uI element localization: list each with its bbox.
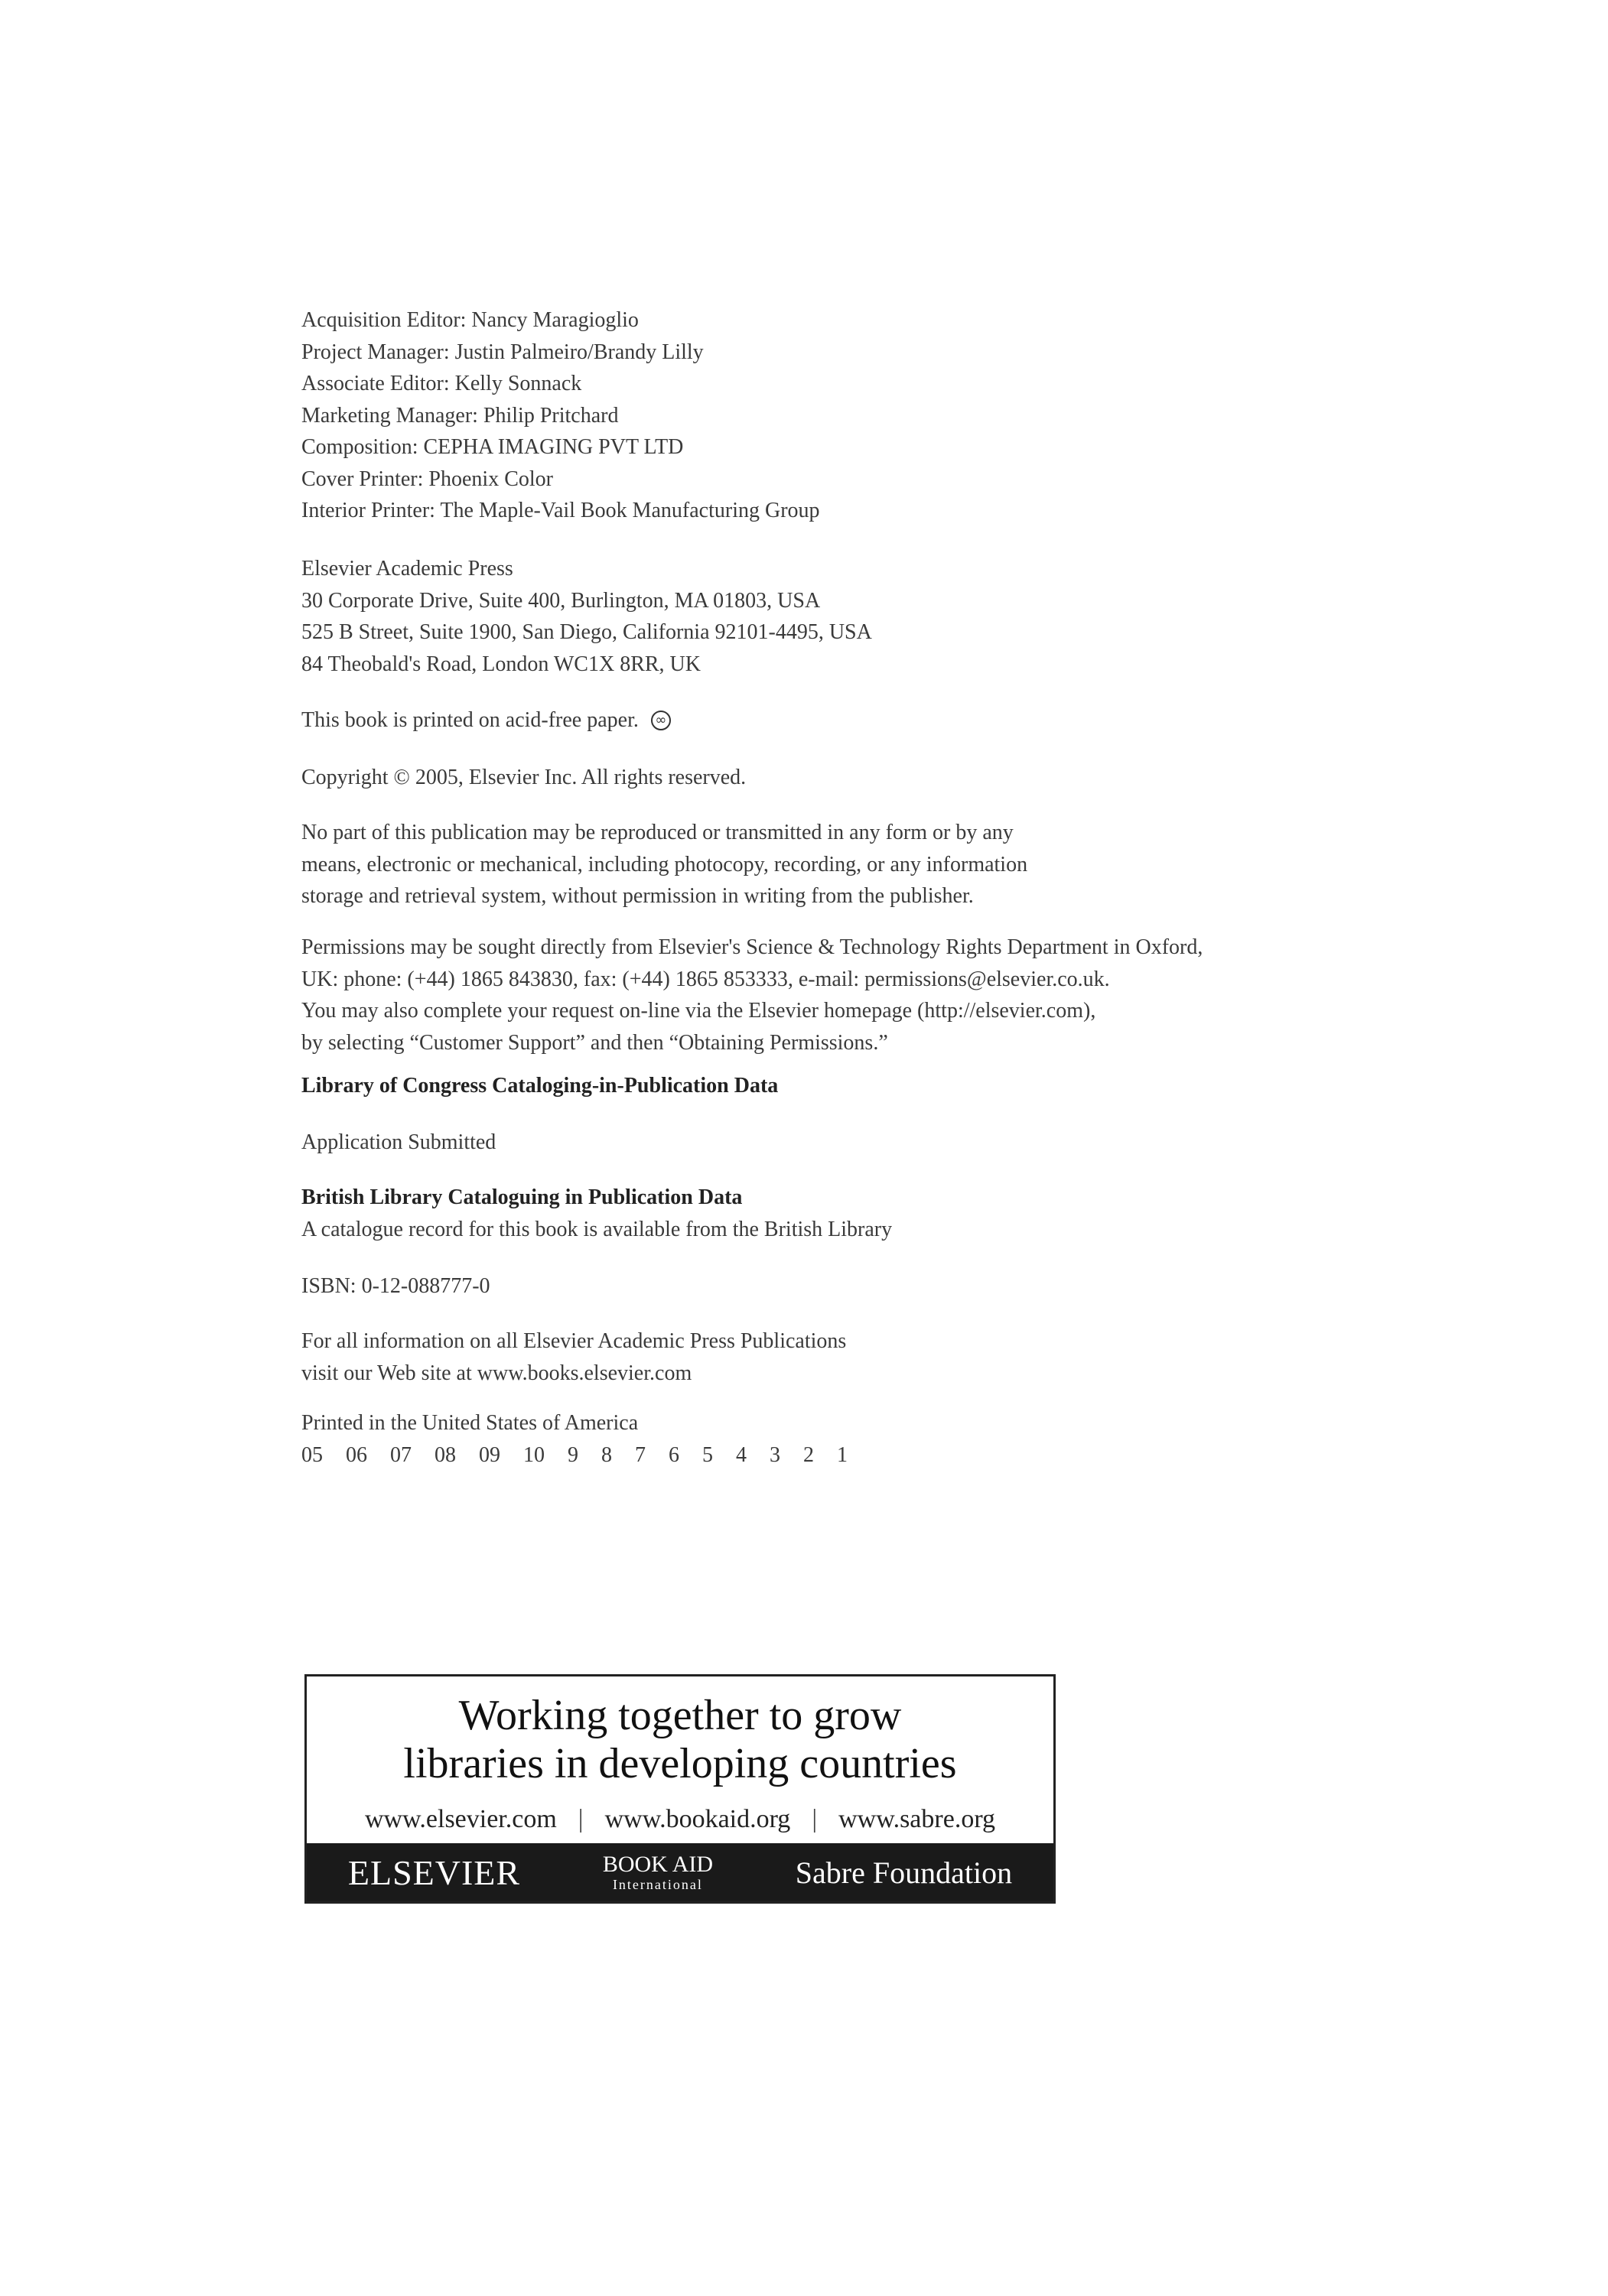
url-sabre[interactable]: www.sabre.org bbox=[838, 1805, 996, 1833]
print-number: 08 bbox=[435, 1442, 456, 1467]
slogan-line: Working together to grow bbox=[458, 1692, 902, 1739]
credit-line: Associate Editor: Kelly Sonnack bbox=[301, 372, 582, 395]
publisher-address-block bbox=[301, 553, 1357, 680]
permissions-line: by selecting “Customer Support” and then “Obtaining Permissions.” bbox=[301, 1030, 888, 1055]
print-number: 06 bbox=[346, 1442, 367, 1467]
address-line: 84 Theobald's Road, London WC1X 8RR, UK bbox=[301, 652, 701, 676]
credits-block bbox=[301, 304, 1357, 527]
notice-line: means, electronic or mechanical, including photocopy, recording, or any information bbox=[301, 852, 1028, 876]
reproduction-notice bbox=[301, 817, 1357, 912]
print-number: 8 bbox=[601, 1442, 612, 1467]
url-separator: | bbox=[812, 1805, 818, 1833]
publisher-name: Elsevier Academic Press bbox=[301, 557, 513, 581]
web-info-block bbox=[301, 1325, 1357, 1389]
acid-free-notice bbox=[301, 704, 1357, 737]
print-number: 9 bbox=[568, 1442, 578, 1467]
logo-bar bbox=[307, 1843, 1053, 1901]
slogan-line: libraries in developing countries bbox=[403, 1740, 957, 1787]
info-line: For all information on all Elsevier Academic Press Publications bbox=[301, 1329, 847, 1353]
permissions-line: UK: phone: (+44) 1865 843830, fax: (+44) 1865 853333, e-mail: permissions@elsevier.co.uk. bbox=[301, 967, 1110, 991]
print-number: 2 bbox=[803, 1442, 814, 1467]
copyright-line: Copyright © 2005, Elsevier Inc. All rights reserved. bbox=[301, 766, 747, 789]
credit-line: Cover Printer: Phoenix Color bbox=[301, 467, 553, 491]
print-number: 1 bbox=[837, 1442, 848, 1467]
bookaid-banner bbox=[304, 1674, 1056, 1904]
print-line-numbers bbox=[301, 1439, 1357, 1472]
bookaid-logo-sub: International bbox=[612, 1877, 703, 1892]
loc-heading: Library of Congress Cataloging-in-Publication Data bbox=[301, 1074, 779, 1098]
credit-line: Interior Printer: The Maple-Vail Book Manufacturing Group bbox=[301, 499, 820, 522]
bookaid-logo bbox=[603, 1853, 713, 1891]
credit-line: Composition: CEPHA IMAGING PVT LTD bbox=[301, 435, 684, 459]
print-number: 3 bbox=[770, 1442, 780, 1467]
permissions-line: Permissions may be sought directly from Elsevier's Science & Technology Rights Department in Oxford, bbox=[301, 935, 1203, 959]
banner-urls bbox=[307, 1805, 1053, 1834]
print-number: 6 bbox=[669, 1442, 679, 1467]
loc-status: Application Submitted bbox=[301, 1130, 496, 1154]
bookaid-logo-main: BOOK AID bbox=[602, 1852, 714, 1877]
credit-line: Project Manager: Justin Palmeiro/Brandy Lilly bbox=[301, 340, 704, 364]
url-separator: | bbox=[578, 1805, 584, 1833]
notice-line: storage and retrieval system, without permission in writing from the publisher. bbox=[301, 884, 974, 908]
printing-block bbox=[301, 1407, 1357, 1471]
british-library-block bbox=[301, 1182, 1357, 1245]
print-number: 4 bbox=[736, 1442, 747, 1467]
credit-line: Marketing Manager: Philip Pritchard bbox=[301, 403, 619, 428]
url-bookaid[interactable]: www.bookaid.org bbox=[604, 1805, 791, 1833]
print-number: 09 bbox=[479, 1442, 500, 1467]
elsevier-logo: ELSEVIER bbox=[347, 1852, 521, 1892]
acid-free-text: This book is printed on acid-free paper. bbox=[301, 708, 639, 732]
print-number: 10 bbox=[523, 1442, 545, 1467]
slogan bbox=[307, 1692, 1053, 1788]
printed-in: Printed in the United States of America bbox=[301, 1411, 639, 1435]
credit-line: Acquisition Editor: Nancy Maragioglio bbox=[301, 308, 639, 332]
print-number: 5 bbox=[702, 1442, 713, 1467]
bl-heading: British Library Cataloguing in Publication Data bbox=[301, 1185, 743, 1209]
sabre-foundation-logo: Sabre Foundation bbox=[795, 1855, 1013, 1890]
print-number: 07 bbox=[390, 1442, 412, 1467]
print-number: 05 bbox=[301, 1442, 323, 1467]
bl-text: A catalogue record for this book is available from the British Library bbox=[301, 1217, 893, 1241]
address-line: 525 B Street, Suite 1900, San Diego, California 92101-4495, USA bbox=[301, 620, 872, 644]
info-line: visit our Web site at www.books.elsevier.com bbox=[301, 1361, 692, 1385]
address-line: 30 Corporate Drive, Suite 400, Burlington, MA 01803, USA bbox=[301, 588, 821, 613]
permissions-line: You may also complete your request on-line via the Elsevier homepage (http://elsevier.com), bbox=[301, 999, 1096, 1023]
url-elsevier[interactable]: www.elsevier.com bbox=[364, 1805, 557, 1833]
print-number: 7 bbox=[635, 1442, 646, 1467]
notice-line: No part of this publication may be reproduced or transmitted in any form or by any bbox=[301, 821, 1014, 844]
permissions-notice bbox=[301, 932, 1357, 1059]
infinity-circle-icon: ∞ bbox=[651, 711, 671, 730]
isbn: ISBN: 0-12-088777-0 bbox=[301, 1274, 490, 1298]
